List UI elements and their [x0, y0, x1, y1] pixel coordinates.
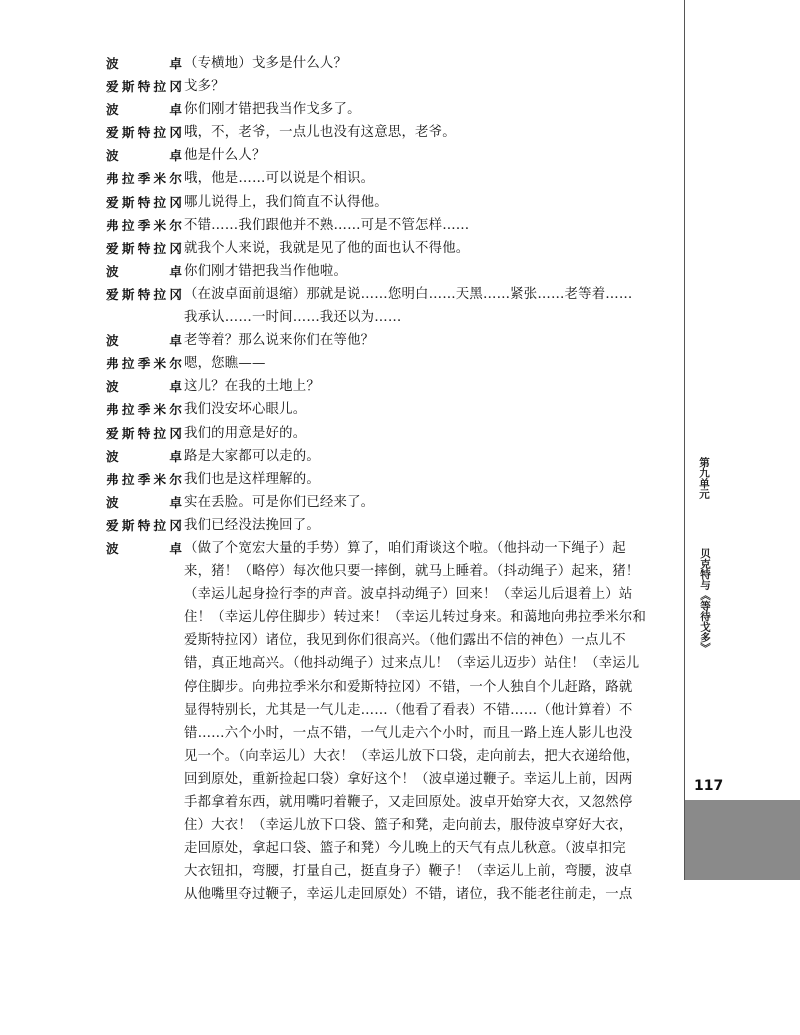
speaker-name: 爱斯特拉冈 [106, 425, 182, 441]
dialogue-line [106, 722, 666, 745]
speaker-name: 波 卓 [106, 379, 182, 395]
speech-text: 住！（幸运儿停住脚步）转过来！（幸运儿转过身来。和蔼地向弗拉季米尔和 [184, 610, 647, 626]
dialogue-line [106, 75, 666, 98]
speech-text: 停住脚步。向弗拉季米尔和爱斯特拉冈）不错，一个人独自个儿赶路，路就 [184, 679, 633, 695]
dialogue-line [106, 167, 666, 190]
speaker-name: 爱斯特拉冈 [106, 194, 182, 210]
speech-text: 你们刚才错把我当作他啦。 [184, 263, 348, 279]
speech-text: 我承认……一时间……我还以为…… [184, 310, 402, 326]
dialogue-line [106, 514, 666, 537]
speaker-name: 爱斯特拉冈 [106, 240, 182, 256]
dialogue-line [106, 583, 666, 606]
speech-text: 哦，不，老爷，一点儿也没有这意思，老爷。 [184, 125, 456, 141]
dialogue-line [106, 537, 666, 560]
speaker-name: 波 卓 [106, 56, 182, 71]
dialogue-line [106, 629, 666, 652]
dialogue-line [106, 121, 666, 144]
dialogue-line [106, 883, 666, 906]
speaker-name: 波 卓 [106, 494, 182, 510]
speaker-name: 弗拉季米尔 [106, 356, 182, 372]
speech-text: 就我个人来说，我就是见了他的面也认不得他。 [184, 240, 470, 256]
speaker-name: 爱斯特拉冈 [106, 125, 182, 141]
speech-text: 来，猪！（略停）每次他只要一摔倒，就马上睡着。（抖动绳子）起来，猪！ [184, 564, 640, 580]
dialogue-line [106, 837, 666, 860]
speech-text: 哦，他是……可以说是个相识。 [184, 171, 375, 187]
dialogue-line [106, 699, 666, 722]
speaker-name: 波 卓 [106, 333, 182, 349]
dialogue-line [106, 491, 666, 514]
speaker-name: 波 卓 [106, 448, 182, 464]
page-number: 117 [694, 778, 724, 794]
dialogue-line [106, 422, 666, 445]
speech-text: 他是什么人？ [184, 148, 266, 164]
speech-text: 显得特别长，尤其是一气儿走……（他看了看表）不错……（他计算着）不 [184, 702, 633, 718]
speech-text: （在波卓面前退缩）那就是说……您明白……天黑……紧张……老等着…… [184, 286, 633, 302]
dialogue-line [106, 352, 666, 375]
speech-text: 这儿？在我的土地上？ [184, 379, 320, 395]
dialogue-line [106, 329, 666, 352]
dialogue-line [106, 814, 666, 837]
dialogue-line [106, 260, 666, 283]
work-title: 贝克特与《等待戈多》 [699, 548, 711, 653]
dialogue-line [106, 283, 666, 306]
dialogue-line [106, 745, 666, 768]
speaker-name: 弗拉季米尔 [106, 402, 182, 418]
dialogue-line [106, 237, 666, 260]
dialogue-line [106, 306, 666, 329]
speech-text: 戈多？ [184, 79, 225, 95]
dialogue-line [106, 468, 666, 491]
speech-text: 错，真正地高兴。（他抖动绳子）过来点儿！（幸运儿迈步）站住！（幸运儿 [184, 656, 640, 672]
speech-text: 爱斯特拉冈）诸位，我见到你们很高兴。（他们露出不信的神色）一点儿不 [184, 633, 626, 649]
speech-text: 我们的用意是好的。 [184, 425, 307, 441]
speech-text: 你们刚才错把我当作戈多了。 [184, 102, 361, 118]
dialogue-line [106, 52, 666, 75]
page-edge-tab [685, 800, 800, 880]
speech-text: 手都拿着东西，就用嘴叼着鞭子，又走回原处。波卓开始穿大衣，又忽然停 [184, 795, 633, 810]
margin-rule [684, 0, 685, 880]
speech-text: （做了个宽宏大量的手势）算了，咱们甭谈这个啦。（他抖动一下绳子）起 [184, 540, 626, 556]
speech-text: 错……六个小时，一点不错，一气儿走六个小时，而且一路上连人影儿也没 [184, 725, 633, 741]
dialogue-line [106, 606, 666, 629]
dialogue-line [106, 652, 666, 675]
speech-text: 大衣钮扣，弯腰，打量自己，挺直身子）鞭子！（幸运儿上前，弯腰，波卓 [184, 864, 633, 880]
speaker-name: 波 卓 [106, 102, 182, 118]
speech-text: （幸运儿起身捡行李的声音。波卓抖动绳子）回来！（幸运儿后退着上）站 [184, 587, 633, 603]
dialogue-line [106, 791, 666, 814]
chapter-title: 第九单元 [698, 457, 710, 499]
dialogue-line [106, 560, 666, 583]
speech-text: 我们没安坏心眼儿。 [184, 402, 307, 418]
speech-text: 不错……我们跟他并不熟……可是不管怎样…… [184, 217, 470, 233]
dialogue-line [106, 676, 666, 699]
speaker-name: 弗拉季米尔 [106, 471, 182, 487]
speech-text: 从他嘴里夺过鞭子，幸运儿走回原处）不错，诸位，我不能老往前走，一点 [184, 887, 633, 903]
speech-text: 回到原处，重新捡起口袋）拿好这个！（波卓递过鞭子。幸运儿上前，因两 [184, 771, 633, 787]
speaker-name: 波 卓 [106, 540, 182, 556]
speech-text: 实在丢脸。可是你们已经来了。 [184, 494, 375, 510]
speech-text: 哪儿说得上，我们简直不认得他。 [184, 194, 388, 210]
play-script [106, 52, 666, 906]
speaker-name: 爱斯特拉冈 [106, 517, 182, 533]
dialogue-line [106, 860, 666, 883]
dialogue-line [106, 98, 666, 121]
speech-text: 老等着？那么说来你们在等他？ [184, 333, 375, 349]
speaker-name: 爱斯特拉冈 [106, 79, 182, 95]
dialogue-line [106, 191, 666, 214]
speech-text: 我们也是这样理解的。 [184, 471, 320, 487]
speech-text: 住）大衣！（幸运儿放下口袋、篮子和凳，走向前去，服侍波卓穿好大衣， [184, 818, 633, 834]
speaker-name: 波 卓 [106, 263, 182, 279]
speaker-name: 弗拉季米尔 [106, 171, 182, 187]
speaker-name: 爱斯特拉冈 [106, 286, 182, 302]
dialogue-line [106, 144, 666, 167]
dialogue-line [106, 768, 666, 791]
speech-text: 路是大家都可以走的。 [184, 448, 320, 464]
speech-text: （专横地）戈多是什么人？ [184, 56, 348, 71]
speech-text: 我们已经没法挽回了。 [184, 517, 320, 533]
speaker-name: 弗拉季米尔 [106, 217, 182, 233]
dialogue-line [106, 445, 666, 468]
dialogue-line [106, 398, 666, 421]
speech-text: 走回原处，拿起口袋、篮子和凳）今儿晚上的天气有点儿秋意。（波卓扣完 [184, 841, 626, 857]
speech-text: 见一个。（向幸运儿）大衣！（幸运儿放下口袋，走向前去，把大衣递给他， [184, 748, 640, 764]
dialogue-line [106, 375, 666, 398]
speech-text: 嗯，您瞧—— [184, 356, 266, 372]
speaker-name: 波 卓 [106, 148, 182, 164]
dialogue-line [106, 214, 666, 237]
